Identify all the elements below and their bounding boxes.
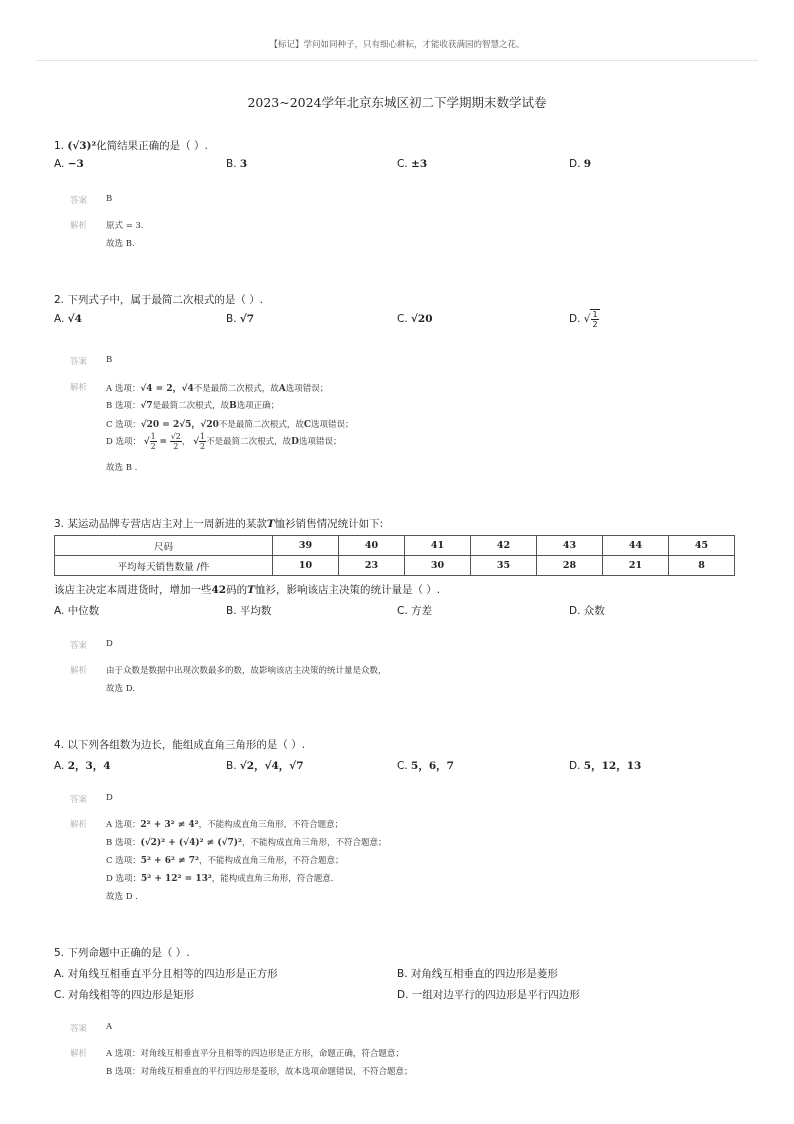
q1-analysis-label: 解析 <box>70 221 88 231</box>
table-cell: 10 <box>273 556 339 576</box>
q3-follow-up: 该店主决定本周进货时，增加一些42码的T恤衫，影响该店主决策的统计量是（ ）. <box>54 584 441 596</box>
table-cell: 23 <box>339 556 405 576</box>
q5-option-b: B. 对角线互相垂直的四边形是菱形 <box>397 968 558 980</box>
q5-option-a: A. 对角线互相垂直平分且相等的四边形是正方形 <box>54 968 278 980</box>
table-cell: 41 <box>405 536 471 556</box>
question-4-stem: 4. 以下列各组数为边长，能组成直角三角形的是（ ）. <box>54 739 306 751</box>
q2-analysis-a: A 选项：√4 = 2，√4不是最简二次根式，故A选项错误； <box>106 384 329 394</box>
question-1-stem <box>54 138 208 153</box>
q1-conclusion: 故选 B. <box>106 239 135 249</box>
table-cell: 45 <box>669 536 735 556</box>
q2-option-d: D. √ $\frac{1}{2}$ <box>569 310 598 329</box>
question-2-stem: 2. 下列式子中，属于最简二次根式的是（ ）. <box>54 294 264 306</box>
table-row-label: 尺码 <box>55 536 273 556</box>
question-5-stem: 5. 下列命题中正确的是（ ）. <box>54 947 190 959</box>
table-cell: 35 <box>471 556 537 576</box>
table-cell: 21 <box>603 556 669 576</box>
q2-answer: B <box>106 355 113 365</box>
table-row <box>55 536 735 556</box>
q3-analysis-label: 解析 <box>70 666 88 676</box>
table-cell: 30 <box>405 556 471 576</box>
q4-analysis-label: 解析 <box>70 820 88 830</box>
header-motto: 【标记】学问如同种子，只有细心耕耘，才能收获满园的智慧之花。 <box>269 40 525 50</box>
q1-option-c: C. ±3 <box>397 158 428 170</box>
q4-analysis-c: C 选项：5² + 6² ≠ 7²，不能构成直角三角形，不符合题意； <box>106 856 344 866</box>
q1-number: 1. <box>54 140 68 152</box>
q2-option-b: B. √7 <box>226 313 255 325</box>
q2-analysis-label: 解析 <box>70 383 88 393</box>
sales-table <box>54 535 735 576</box>
q1-answer-label: 答案 <box>70 196 88 206</box>
table-cell: 39 <box>273 536 339 556</box>
q1-option-a: A. −3 <box>54 158 84 170</box>
table-cell: 44 <box>603 536 669 556</box>
q5-analysis-b: B 选项：对角线互相垂直的平行四边形是菱形，故本选项命题错误，不符合题意； <box>106 1067 413 1077</box>
q3-option-b: B. 平均数 <box>226 605 272 617</box>
page-title: 2023~2024学年北京东城区初二下学期期末数学试卷 <box>247 95 547 110</box>
q5-answer: A <box>106 1022 113 1032</box>
question-3-stem: 3. 某运动品牌专营店店主对上一周新进的某款T恤衫销售情况统计如下: <box>54 518 384 530</box>
q4-analysis-b: B 选项：(√2)² + (√4)² ≠ (√7)²，不能构成直角三角形，不符合题意； <box>106 838 387 848</box>
q2-conclusion: 故选 B . <box>106 463 138 473</box>
q5-answer-label: 答案 <box>70 1024 88 1034</box>
q5-option-c: C. 对角线相等的四边形是矩形 <box>54 989 195 1001</box>
q1-analysis-line: 原式 = 3. <box>106 221 144 231</box>
table-cell: 28 <box>537 556 603 576</box>
q2-analysis-c: C 选项：√20 = 2√5，√20不是最简二次根式，故C选项错误； <box>106 420 354 430</box>
q3-option-a: A. 中位数 <box>54 605 100 617</box>
q4-analysis-d: D 选项：5² + 12² = 13²，能构成直角三角形，符合题意. <box>106 874 334 884</box>
q5-analysis-a: A 选项：对角线互相垂直平分且相等的四边形是正方形，命题正确，符合题意； <box>106 1049 404 1059</box>
q4-option-d: D. 5，12，13 <box>569 760 642 772</box>
q3-answer: D <box>106 639 113 649</box>
q3-analysis-line: 由于众数是数据中出现次数最多的数，故影响该店主决策的统计量是众数， <box>106 666 387 676</box>
q4-answer: D <box>106 793 113 803</box>
q1-answer: B <box>106 194 113 204</box>
q3-option-d: D. 众数 <box>569 605 605 617</box>
table-row-label: 平均每天销售数量 /件 <box>55 556 273 576</box>
header-divider <box>36 60 758 61</box>
q1-option-d: D. 9 <box>569 158 592 170</box>
q1-stem-text: 化简结果正确的是（ ）. <box>96 140 208 152</box>
q4-option-c: C. 5，6，7 <box>397 760 454 772</box>
table-cell: 42 <box>471 536 537 556</box>
q4-conclusion: 故选 D . <box>106 892 138 902</box>
q5-option-d: D. 一组对边平行的四边形是平行四边形 <box>397 989 580 1001</box>
q2-analysis-d: D 选项： √ $\frac{1}{2}$ = $\frac{√2}{2}$ ， √ $\frac{1}{2}$ 不是最简二次根式，故D选项错误； <box>106 432 342 451</box>
q2-answer-label: 答案 <box>70 357 88 367</box>
q4-option-b: B. √2，√4，√7 <box>226 760 304 772</box>
q2-option-a: A. √4 <box>54 313 82 325</box>
q1-option-b: B. 3 <box>226 158 248 170</box>
q2-analysis-b: B 选项：√7是最简二次根式，故B选项正确； <box>106 401 280 411</box>
q3-option-c: C. 方差 <box>397 605 433 617</box>
q2-option-c: C. √20 <box>397 313 433 325</box>
q4-analysis-a: A 选项：2² + 3² ≠ 4²，不能构成直角三角形，不符合题意； <box>106 820 344 830</box>
table-cell: 43 <box>537 536 603 556</box>
q5-analysis-label: 解析 <box>70 1049 88 1059</box>
table-cell: 8 <box>669 556 735 576</box>
table-row <box>55 556 735 576</box>
q3-answer-label: 答案 <box>70 641 88 651</box>
q4-option-a: A. 2，3，4 <box>54 760 111 772</box>
q4-answer-label: 答案 <box>70 795 88 805</box>
q3-conclusion: 故选 D. <box>106 684 135 694</box>
q1-expression: (√3)² <box>67 140 97 152</box>
table-cell: 40 <box>339 536 405 556</box>
